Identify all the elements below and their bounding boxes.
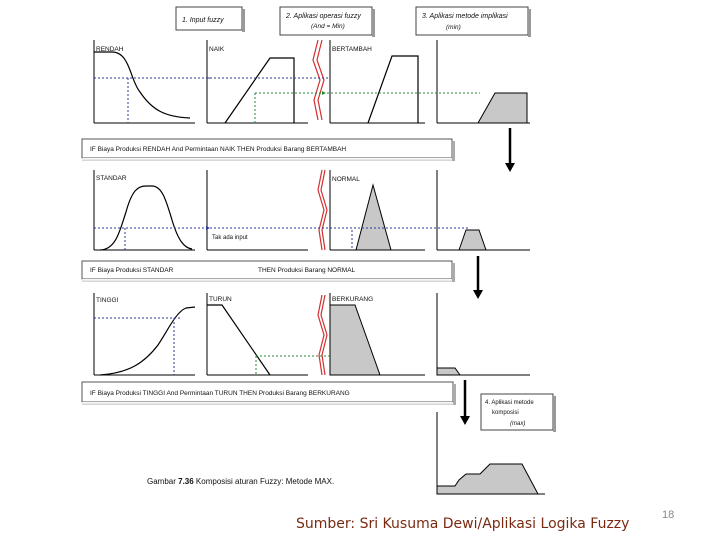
step2-box: [280, 7, 375, 37]
step2-label: 2. Aplikasi operasi fuzzy: [286, 13, 361, 20]
row2-rule-left: IF Biaya Produksi STANDAR: [90, 267, 174, 274]
row1-down-arrow: [505, 128, 515, 172]
row1-implication: [437, 40, 530, 123]
caption-prefix: Gambar: [147, 477, 179, 486]
row2-output-label: NORMAL: [332, 176, 360, 183]
row2-rule-box: [82, 261, 455, 282]
step1-box: [176, 7, 245, 32]
row2-blue-arrowhead: [206, 226, 210, 230]
step3-sublabel: (min): [446, 24, 461, 31]
row1-op-naik: [207, 40, 308, 123]
row2-input-label: STANDAR: [96, 175, 127, 182]
step2-sublabel: (And = Min): [311, 23, 345, 30]
fold-marks: [313, 40, 327, 375]
row3-down-arrow: [460, 380, 470, 425]
step4-label-line3: (max): [510, 421, 526, 427]
row1-rule-box: [82, 139, 455, 161]
row2-output-normal: [330, 170, 425, 250]
row1-output-label: BERTAMBAH: [332, 46, 372, 53]
row1-op-label: NAIK: [209, 46, 225, 53]
step4-box: [481, 394, 556, 432]
row3-output-label: BERKURANG: [332, 296, 374, 303]
step4-label-line2: komposisi: [492, 410, 519, 416]
page-number: 18: [662, 509, 675, 521]
row2-op-label: Tak ada input: [212, 235, 248, 241]
step3-label: 3. Aplikasi metode implikasi: [422, 13, 508, 20]
caption-text: Komposisi aturan Fuzzy: Metode MAX.: [193, 477, 335, 486]
row3-op-label: TURUN: [209, 296, 232, 303]
row2-down-arrow: [473, 256, 483, 299]
row1-green-arrowhead: [322, 91, 326, 95]
row3-rule-text: IF Biaya Produksi TINGGI And Permintaan TURUN THEN Produksi Barang BERKURANG: [90, 390, 350, 397]
row2-rule-right: THEN Produksi Barang NORMAL: [258, 267, 356, 274]
row1-input-label: RENDAH: [96, 46, 124, 53]
step1-label: 1. Input fuzzy: [182, 17, 224, 24]
row2-input-standar: [94, 170, 195, 250]
row3-input-label: TINGGI: [96, 297, 119, 304]
row2-op-empty: [207, 170, 308, 250]
caption-number: 7.36: [178, 477, 194, 486]
row3-implication: [437, 293, 530, 375]
step4-label-line1: 4. Aplikasi metode: [485, 400, 534, 406]
row3-input-tinggi: [94, 293, 195, 375]
footer-source: Sumber: Sri Kusuma Dewi/Aplikasi Logika Fuzzy: [296, 516, 630, 532]
row3-rule-box: [82, 382, 456, 405]
step3-box: [416, 7, 531, 37]
row2-implication: [437, 170, 530, 250]
row3-output-berkurang: [330, 293, 425, 375]
row3-op-turun: [207, 293, 308, 375]
row1-input-rendah: [94, 40, 195, 123]
row1-rule-text: IF Biaya Produksi RENDAH And Permintaan NAIK THEN Produksi Barang BERTAMBAH: [90, 146, 347, 153]
row1-output-bertambah: [330, 40, 425, 123]
figure-caption: [147, 477, 334, 486]
